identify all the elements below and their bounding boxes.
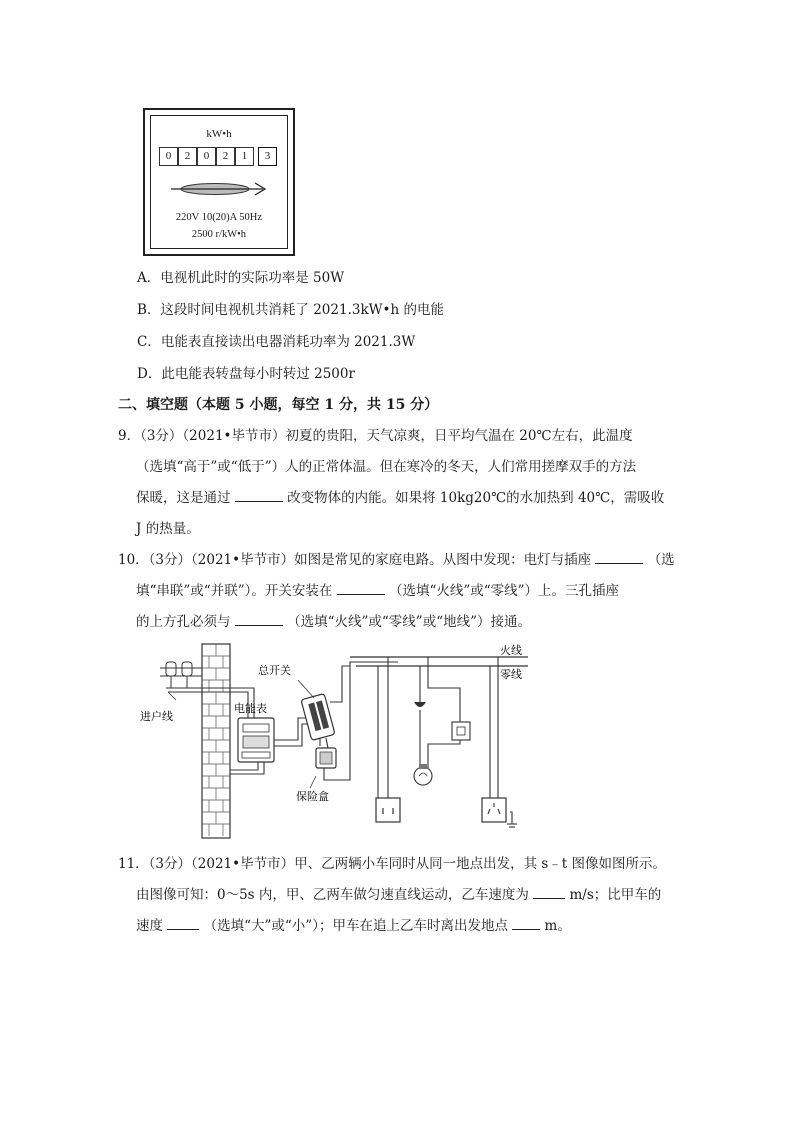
- answer-blank[interactable]: [337, 582, 385, 595]
- two-pin-socket-icon: [376, 798, 400, 822]
- meter-disc-icon: [171, 178, 271, 200]
- q11-line3-start: 速度: [136, 918, 163, 934]
- q9-line2: （选填“高于”或“低于”）人的正常体温。但在寒冷的冬天，人们常用搓摩双手的方法: [136, 459, 637, 475]
- q11-line3-end: m。: [544, 918, 571, 934]
- q10-line2-start: 填“串联”或“并联”）。开关安装在: [136, 583, 333, 599]
- meter-spec-revolutions: 2500 r/kW•h: [191, 229, 247, 240]
- meter-unit: kW•h: [206, 128, 232, 140]
- q11-line3: [136, 917, 571, 935]
- q10-line2-end: （选填“火线”或“零线”）上。三孔插座: [388, 583, 620, 599]
- option-c: C．电能表直接读出电器消耗功率为 2021.3W: [137, 334, 416, 350]
- electric-meter-figure: [143, 108, 295, 256]
- answer-blank[interactable]: [167, 917, 199, 930]
- answer-blank[interactable]: [595, 551, 643, 564]
- meter-spec-voltage: 220V 10(20)A 50Hz: [175, 212, 263, 223]
- brick-wall: [202, 644, 230, 838]
- meter-digit: 2: [178, 147, 197, 166]
- q10-line1: [118, 551, 675, 569]
- meter-digits: [159, 147, 277, 166]
- q9-line3-end: 改变物体的内能。如果将 10kg20℃的水加热到 40℃，需吸收: [287, 490, 665, 506]
- fuse-box-icon: [316, 748, 336, 768]
- meter-label: 电能表: [234, 702, 267, 715]
- q11-line2-start: 由图像可知：0～5s 内，甲、乙两车做匀速直线运动，乙车速度为: [136, 887, 529, 903]
- neutral-wire-label: 零线: [500, 668, 522, 681]
- light-switch-icon: [452, 722, 470, 740]
- meter-box-icon: [238, 718, 274, 762]
- entry-wire-label: 进户线: [140, 710, 173, 723]
- fuse-box-label: 保险盒: [296, 790, 329, 803]
- main-switch-icon: [301, 694, 335, 741]
- q10-line3-start: 的上方孔必须与: [136, 614, 231, 630]
- answer-blank[interactable]: [235, 489, 283, 502]
- option-b: B．这段时间电视机共消耗了 2021.3kW•h 的电能: [137, 302, 444, 318]
- q9-line3-start: 保暖，这是通过: [136, 490, 231, 506]
- meter-digit: 0: [159, 147, 178, 166]
- live-wire-label: 火线: [500, 644, 522, 657]
- answer-blank[interactable]: [235, 613, 283, 626]
- q9-line4: J 的热量。: [136, 521, 200, 537]
- q10-line1-end: （选: [647, 552, 675, 568]
- household-circuit-diagram: [138, 640, 538, 840]
- answer-blank[interactable]: [533, 886, 565, 899]
- option-d: D．此电能表转盘每小时转过 2500r: [137, 366, 355, 382]
- meter-frame: [150, 115, 288, 249]
- q11-line2-end: m/s；比甲车的: [569, 887, 662, 903]
- answer-blank[interactable]: [512, 917, 540, 930]
- option-a: A．电视机此时的实际功率是 50W: [137, 270, 345, 286]
- meter-digit: 1: [235, 147, 254, 166]
- q10-line2: [136, 582, 619, 600]
- main-switch-label: 总开关: [258, 664, 291, 677]
- three-pin-socket-icon: [482, 798, 506, 822]
- q10-line1-start: 10．（3分）（2021•毕节市）如图是常见的家庭电路。从图中发现：电灯与插座: [118, 552, 592, 568]
- meter-digit: 0: [197, 147, 216, 166]
- section-title: 二、填空题（本题 5 小题，每空 1 分，共 15 分）: [118, 397, 439, 413]
- q9-line3: [136, 489, 664, 507]
- meter-digit: 2: [216, 147, 235, 166]
- q10-line3: [136, 613, 531, 631]
- q10-line3-end: （选填“火线”或“零线”或“地线”）接通。: [287, 614, 532, 630]
- meter-digit-decimal: 3: [258, 147, 277, 166]
- q11-line2: [136, 886, 661, 904]
- q9-line1: 9．（3分）（2021•毕节市）初夏的贵阳，天气凉爽，日平均气温在 20℃左右，此温度: [118, 428, 633, 444]
- q11-line1: 11．（3分）（2021•毕节市）甲、乙两辆小车同时从同一地点出发，其 s﹣t 图像如图所示。: [118, 856, 667, 872]
- ceiling-rose-icon: [414, 702, 426, 707]
- light-bulb-icon: [414, 764, 432, 785]
- q11-line3-mid: （选填“大”或“小”）；甲车在追上乙车时离出发地点: [203, 918, 508, 934]
